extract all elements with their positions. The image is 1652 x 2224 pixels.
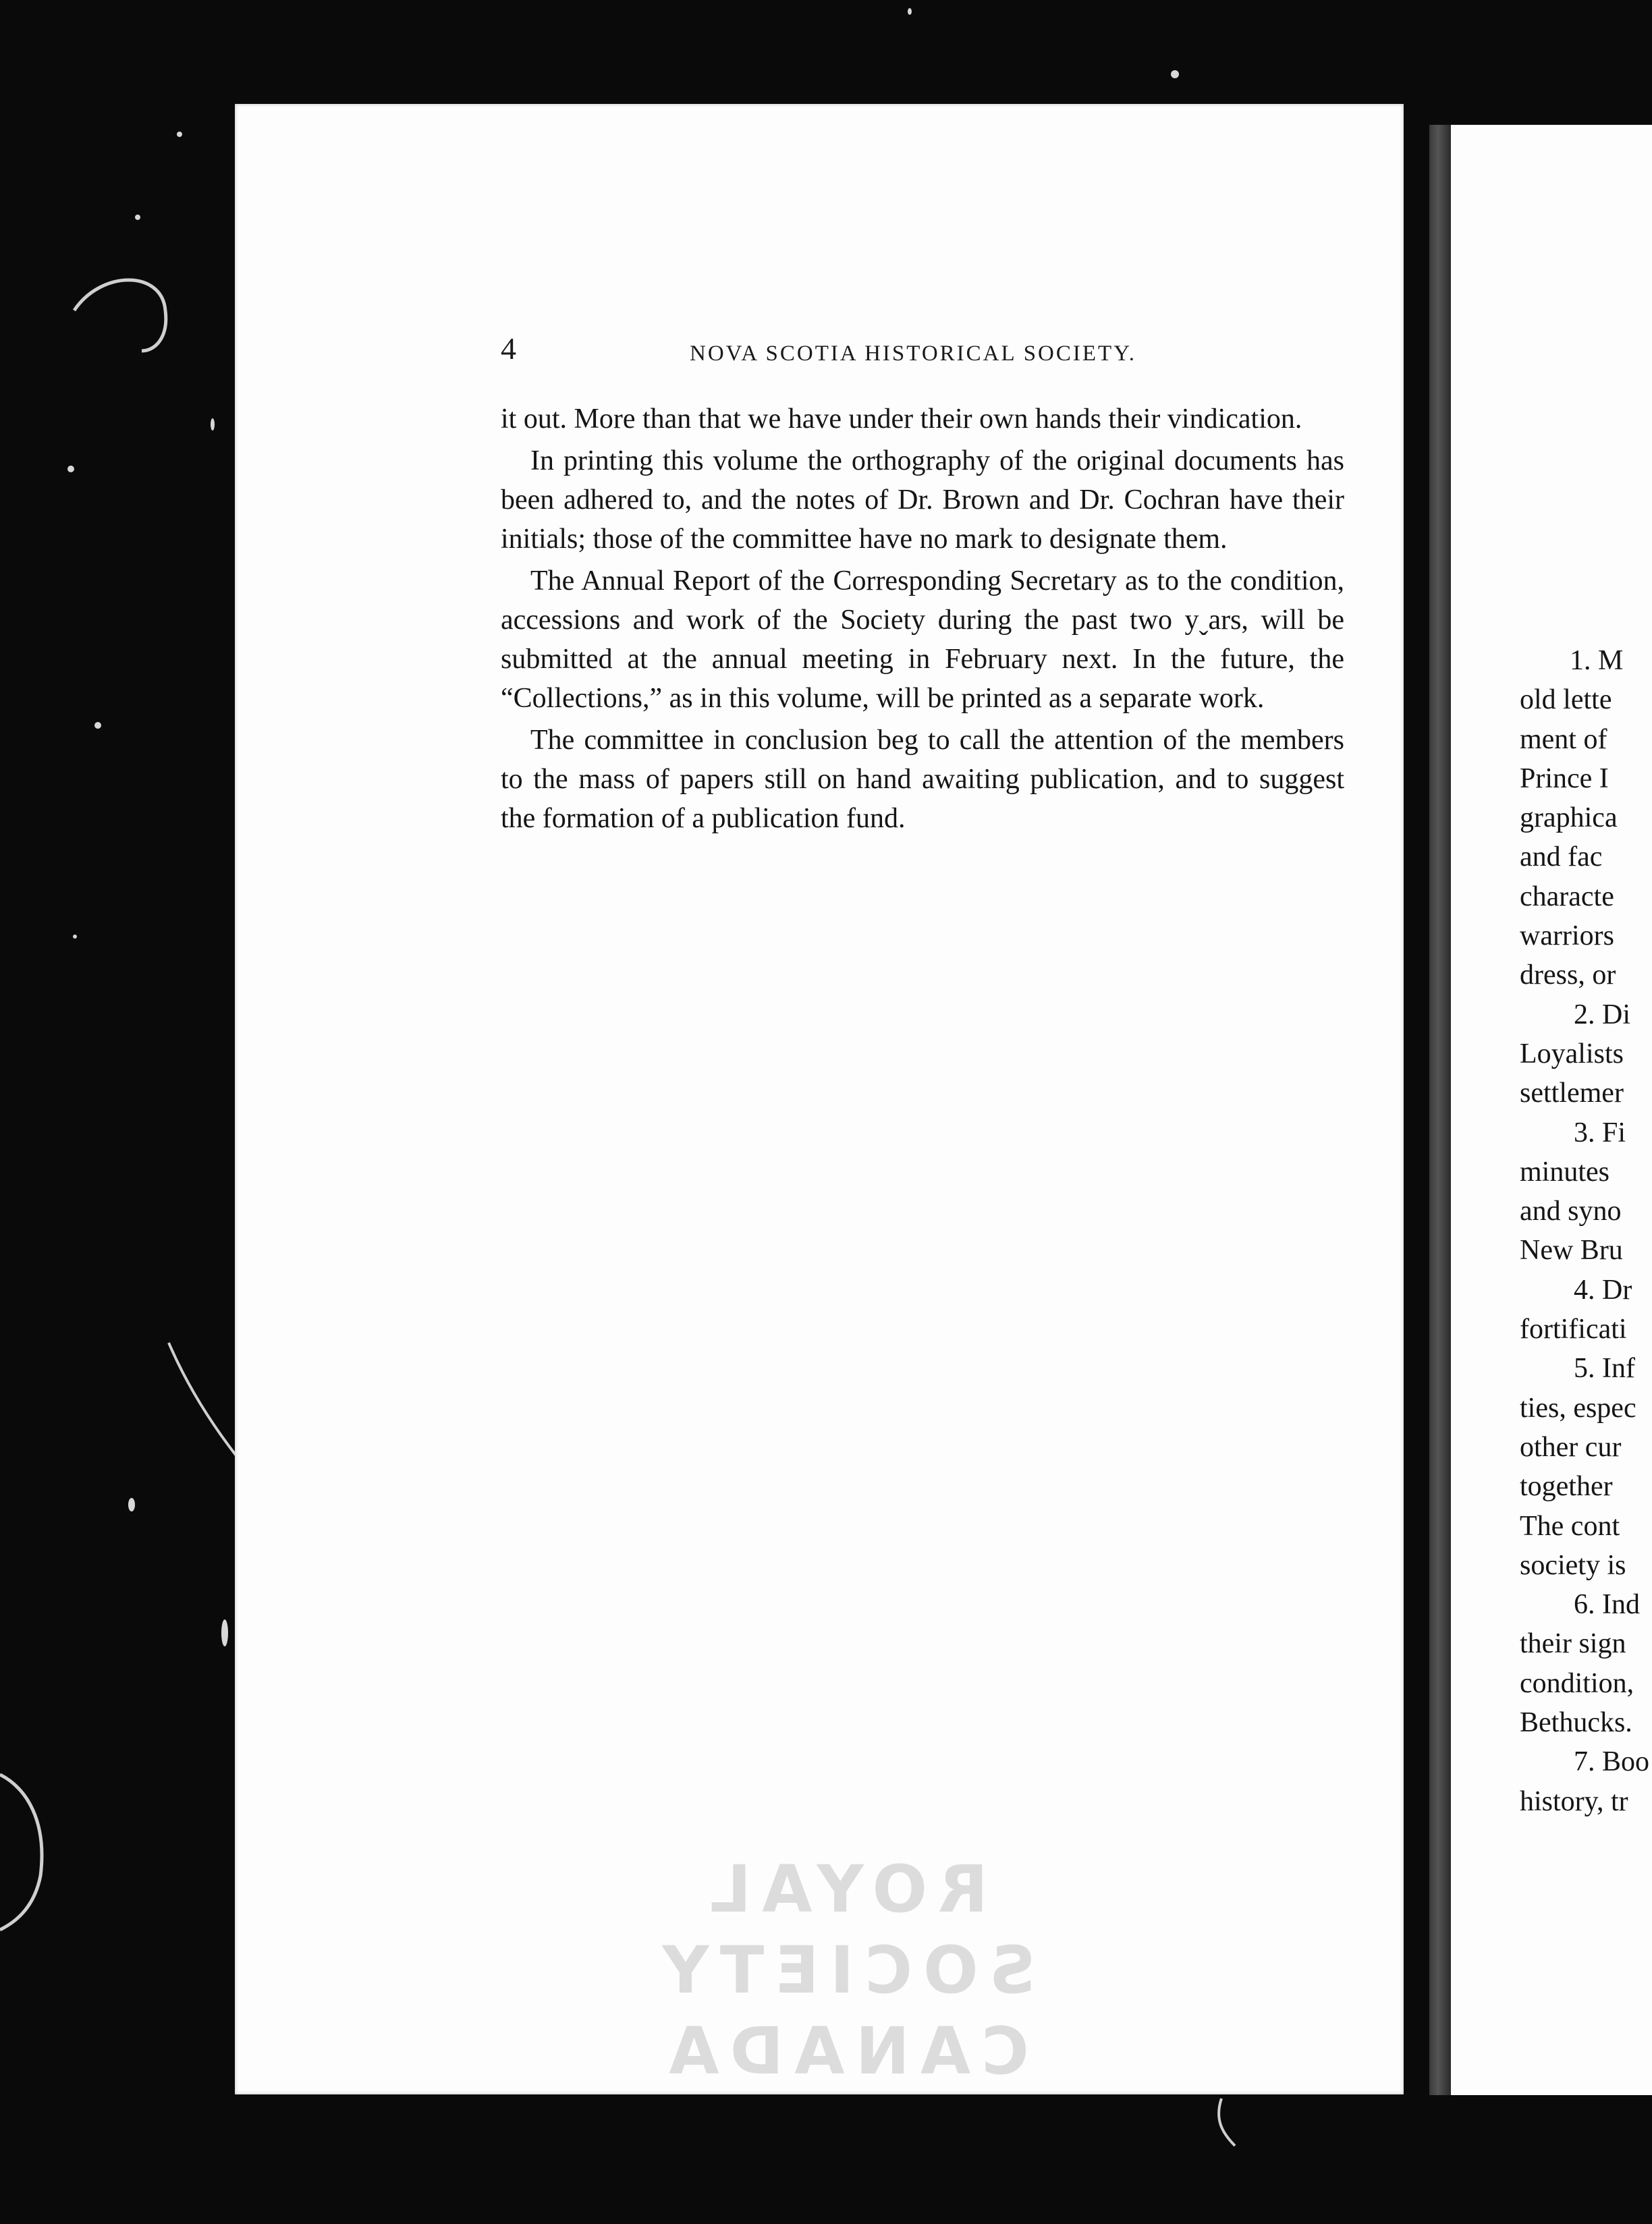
stamp-line-1: ROYAL SOCIETY xyxy=(651,1852,1036,2008)
right-page-text-fragments xyxy=(1520,641,1652,1821)
right-fragment: 5. Inf xyxy=(1574,1353,1635,1385)
right-fragment: together xyxy=(1520,1471,1613,1503)
right-fragment: other cur xyxy=(1520,1431,1622,1463)
right-fragment: condition, xyxy=(1520,1667,1634,1699)
page-number: 4 xyxy=(501,331,516,366)
right-fragment: dress, or xyxy=(1520,960,1616,991)
book-gutter xyxy=(1429,125,1451,2095)
right-fragment: society is xyxy=(1520,1549,1626,1581)
running-title: NOVA SCOTIA HISTORICAL SOCIETY. xyxy=(690,341,1137,366)
right-fragment: Bethucks. xyxy=(1520,1707,1632,1739)
right-fragment: 6. Ind xyxy=(1574,1589,1640,1621)
right-fragment: 7. Boo xyxy=(1574,1746,1650,1778)
paragraph-1: it out. More than that we have under their own hands their vindication. xyxy=(501,404,1302,435)
right-fragment: minutes xyxy=(1520,1156,1609,1188)
paragraph-2: In printing this volume the orthography of the original documents has been adhered to, and the notes of Dr. Brown and Dr. Cochran have their initials; those of the committee have no mark to designate them. xyxy=(501,445,1344,555)
right-fragment: ties, espec xyxy=(1520,1392,1636,1424)
paragraph-4: The committee in conclusion beg to call the attention of the members to the mass of papers still on hand awaiting publication, and to suggest the formation of a publication fund. xyxy=(501,725,1344,834)
right-fragment: New Bru xyxy=(1520,1235,1623,1267)
right-fragment: Loyalists xyxy=(1520,1038,1624,1069)
right-fragment: 3. Fi xyxy=(1574,1117,1626,1148)
right-fragment: old lette xyxy=(1520,684,1612,716)
right-fragment: fortificati xyxy=(1520,1314,1627,1345)
right-fragment: 2. Di xyxy=(1574,999,1630,1030)
right-fragment: and syno xyxy=(1520,1196,1622,1227)
right-fragment: characte xyxy=(1520,881,1614,912)
library-stamp-watermark xyxy=(567,1849,1120,2092)
right-fragment: warriors xyxy=(1520,920,1614,952)
paragraph-3: The Annual Report of the Corresponding Secretary as to the condition, accessions and work of the Society during the past two yˬars, will be submitted at the annual meeting in February next. In the future, the “Collections,” as in this volume, will be printed as a separate work. xyxy=(501,565,1344,714)
body-text xyxy=(501,399,1344,838)
stamp-line-2: CANADA xyxy=(658,2013,1029,2089)
right-fragment: settlemer xyxy=(1520,1078,1624,1109)
right-fragment: and fac xyxy=(1520,841,1603,873)
right-fragment: 1. M xyxy=(1570,645,1624,676)
right-fragment: Prince I xyxy=(1520,762,1609,794)
right-fragment: ment of xyxy=(1520,723,1607,755)
right-fragment: their sign xyxy=(1520,1628,1626,1660)
right-fragment: graphica xyxy=(1520,802,1618,834)
right-fragment: The cont xyxy=(1520,1510,1620,1542)
right-fragment: 4. Dr xyxy=(1574,1274,1632,1306)
right-fragment: history, tr xyxy=(1520,1785,1628,1817)
